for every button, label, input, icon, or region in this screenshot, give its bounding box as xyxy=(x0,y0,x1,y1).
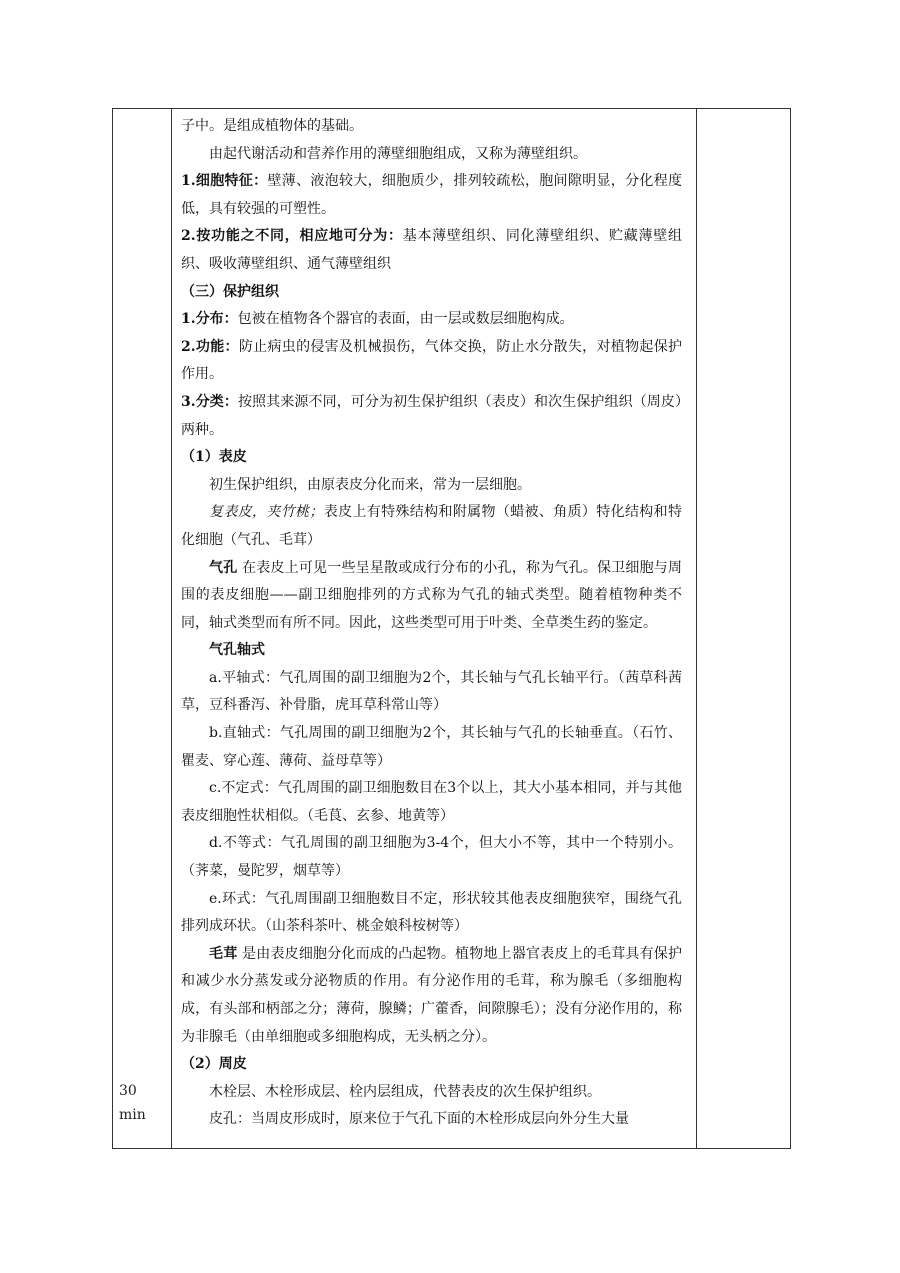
text-line: 初生保护组织，由原表皮分化而来，常为一层细胞。 xyxy=(209,476,531,493)
subheading-stomata-types: 气孔轴式 xyxy=(209,642,265,659)
paragraph-function-types xyxy=(181,223,682,278)
text-line: 木栓层、木栓形成层、栓内层组成，代替表皮的次生保护组织。 xyxy=(209,1083,601,1100)
paragraph-text: 包被在植物各个器官的表面，由一层或数层细胞构成。 xyxy=(237,311,574,328)
subsection-heading: （1）表皮 xyxy=(181,449,247,466)
heading-inline: 3.分类： xyxy=(181,393,239,410)
paragraph-text: 按照其来源不同，可分为初生保护组织（表皮）和次生保护组织（周皮）两种。 xyxy=(181,393,683,438)
paragraph-compound-epidermis xyxy=(181,499,682,554)
heading-inline: 2.按功能之不同，相应地可分为： xyxy=(181,228,403,245)
paragraph-type-e: e.环式：气孔周围副卫细胞数目不定，形状较其他表皮细胞狭窄，围绕气孔排列成环状。（山茶科茶叶、桃金娘科桉树等） xyxy=(181,890,682,935)
italic-example: 复表皮，夹竹桃； xyxy=(209,504,324,521)
paragraph-classification xyxy=(181,389,682,444)
time-label xyxy=(119,1079,146,1127)
notes-column xyxy=(697,109,791,1149)
subsection-heading: （2）周皮 xyxy=(181,1056,247,1073)
content-body xyxy=(172,109,696,1134)
paragraph-cell-features xyxy=(181,168,682,223)
paragraph-text: 壁薄、液泡较大，细胞质少，排列较疏松，胞间隙明显，分化程度低，具有较强的可塑性。 xyxy=(181,173,682,217)
paragraph-hairs xyxy=(181,941,682,1051)
time-unit: min xyxy=(119,1107,146,1123)
term-stomata: 气孔 xyxy=(209,559,238,576)
paragraph-type-a: a.平轴式：气孔周围的副卫细胞为2个，其长轴与气孔长轴平行。（茜草科茜草，豆科番泻、补骨脂，虎耳草科常山等） xyxy=(181,669,682,714)
section-heading: （三）保护组织 xyxy=(181,283,279,300)
paragraph-text: 是由表皮细胞分化而成的凸起物。植物地上器官表皮上的毛茸具有保护和减少水分蒸发或分泌物质的作用。有分泌作用的毛茸，称为腺毛（多细胞构成，有头部和柄部之分；薄荷，腺鳞；广藿香，间隙腺毛）；没有分泌作用的，称为非腺毛（由单细胞或多细胞构成，无头柄之分）。 xyxy=(181,945,683,1045)
lesson-plan-table xyxy=(112,108,791,1149)
paragraph-text: 表皮上有特殊结构和附属物（蜡被、角质）特化结构和特化细胞（气孔、毛茸） xyxy=(181,504,682,548)
paragraph-text: 在表皮上可见一些呈星散或成行分布的小孔，称为气孔。保卫细胞与周围的表皮细胞——副卫细胞排列的方式称为气孔的轴式类型。随着植物种类不同，轴式类型而有所不同。因此，这些类型可用于叶类、全草类生药的鉴定。 xyxy=(181,559,683,631)
paragraph-stomata xyxy=(181,555,682,638)
paragraph-type-c: c.不定式：气孔周围的副卫细胞数目在3个以上，其大小基本相同，并与其他表皮细胞性状相似。（毛茛、玄参、地黄等） xyxy=(181,780,682,824)
text-line: 子中。是组成植物体的基础。 xyxy=(181,118,363,134)
time-number: 30 xyxy=(119,1083,137,1099)
term-hairs: 毛茸 xyxy=(209,945,238,962)
text-line: 皮孔：当周皮形成时，原来位于气孔下面的木栓形成层向外分生大量 xyxy=(209,1111,629,1128)
content-column xyxy=(172,109,697,1149)
text-line: 由起代谢活动和营养作用的薄壁细胞组成，又称为薄壁组织。 xyxy=(209,145,587,162)
heading-inline: 1.分布： xyxy=(181,311,238,328)
paragraph-distribution xyxy=(181,306,682,334)
paragraph-type-d: d.不等式：气孔周围的副卫细胞为3-4个，但大小不等，其中一个特别小。（荠菜，曼陀罗，烟草等） xyxy=(181,835,682,880)
heading-inline: 1.细胞特征： xyxy=(181,173,268,190)
paragraph-function xyxy=(181,334,682,389)
paragraph-type-b: b.直轴式：气孔周围的副卫细胞为2个，其长轴与气孔的长轴垂直。（石竹、瞿麦、穿心莲、薄荷、益母草等） xyxy=(181,725,682,769)
paragraph-text: 基本薄壁组织、同化薄壁组织、贮藏薄壁组织、吸收薄壁组织、通气薄壁组织 xyxy=(181,228,682,272)
time-column xyxy=(113,109,172,1149)
heading-inline: 2.功能： xyxy=(181,338,239,355)
paragraph-text: 防止病虫的侵害及机械损伤，气体交换，防止水分散失，对植物起保护作用。 xyxy=(181,338,682,383)
